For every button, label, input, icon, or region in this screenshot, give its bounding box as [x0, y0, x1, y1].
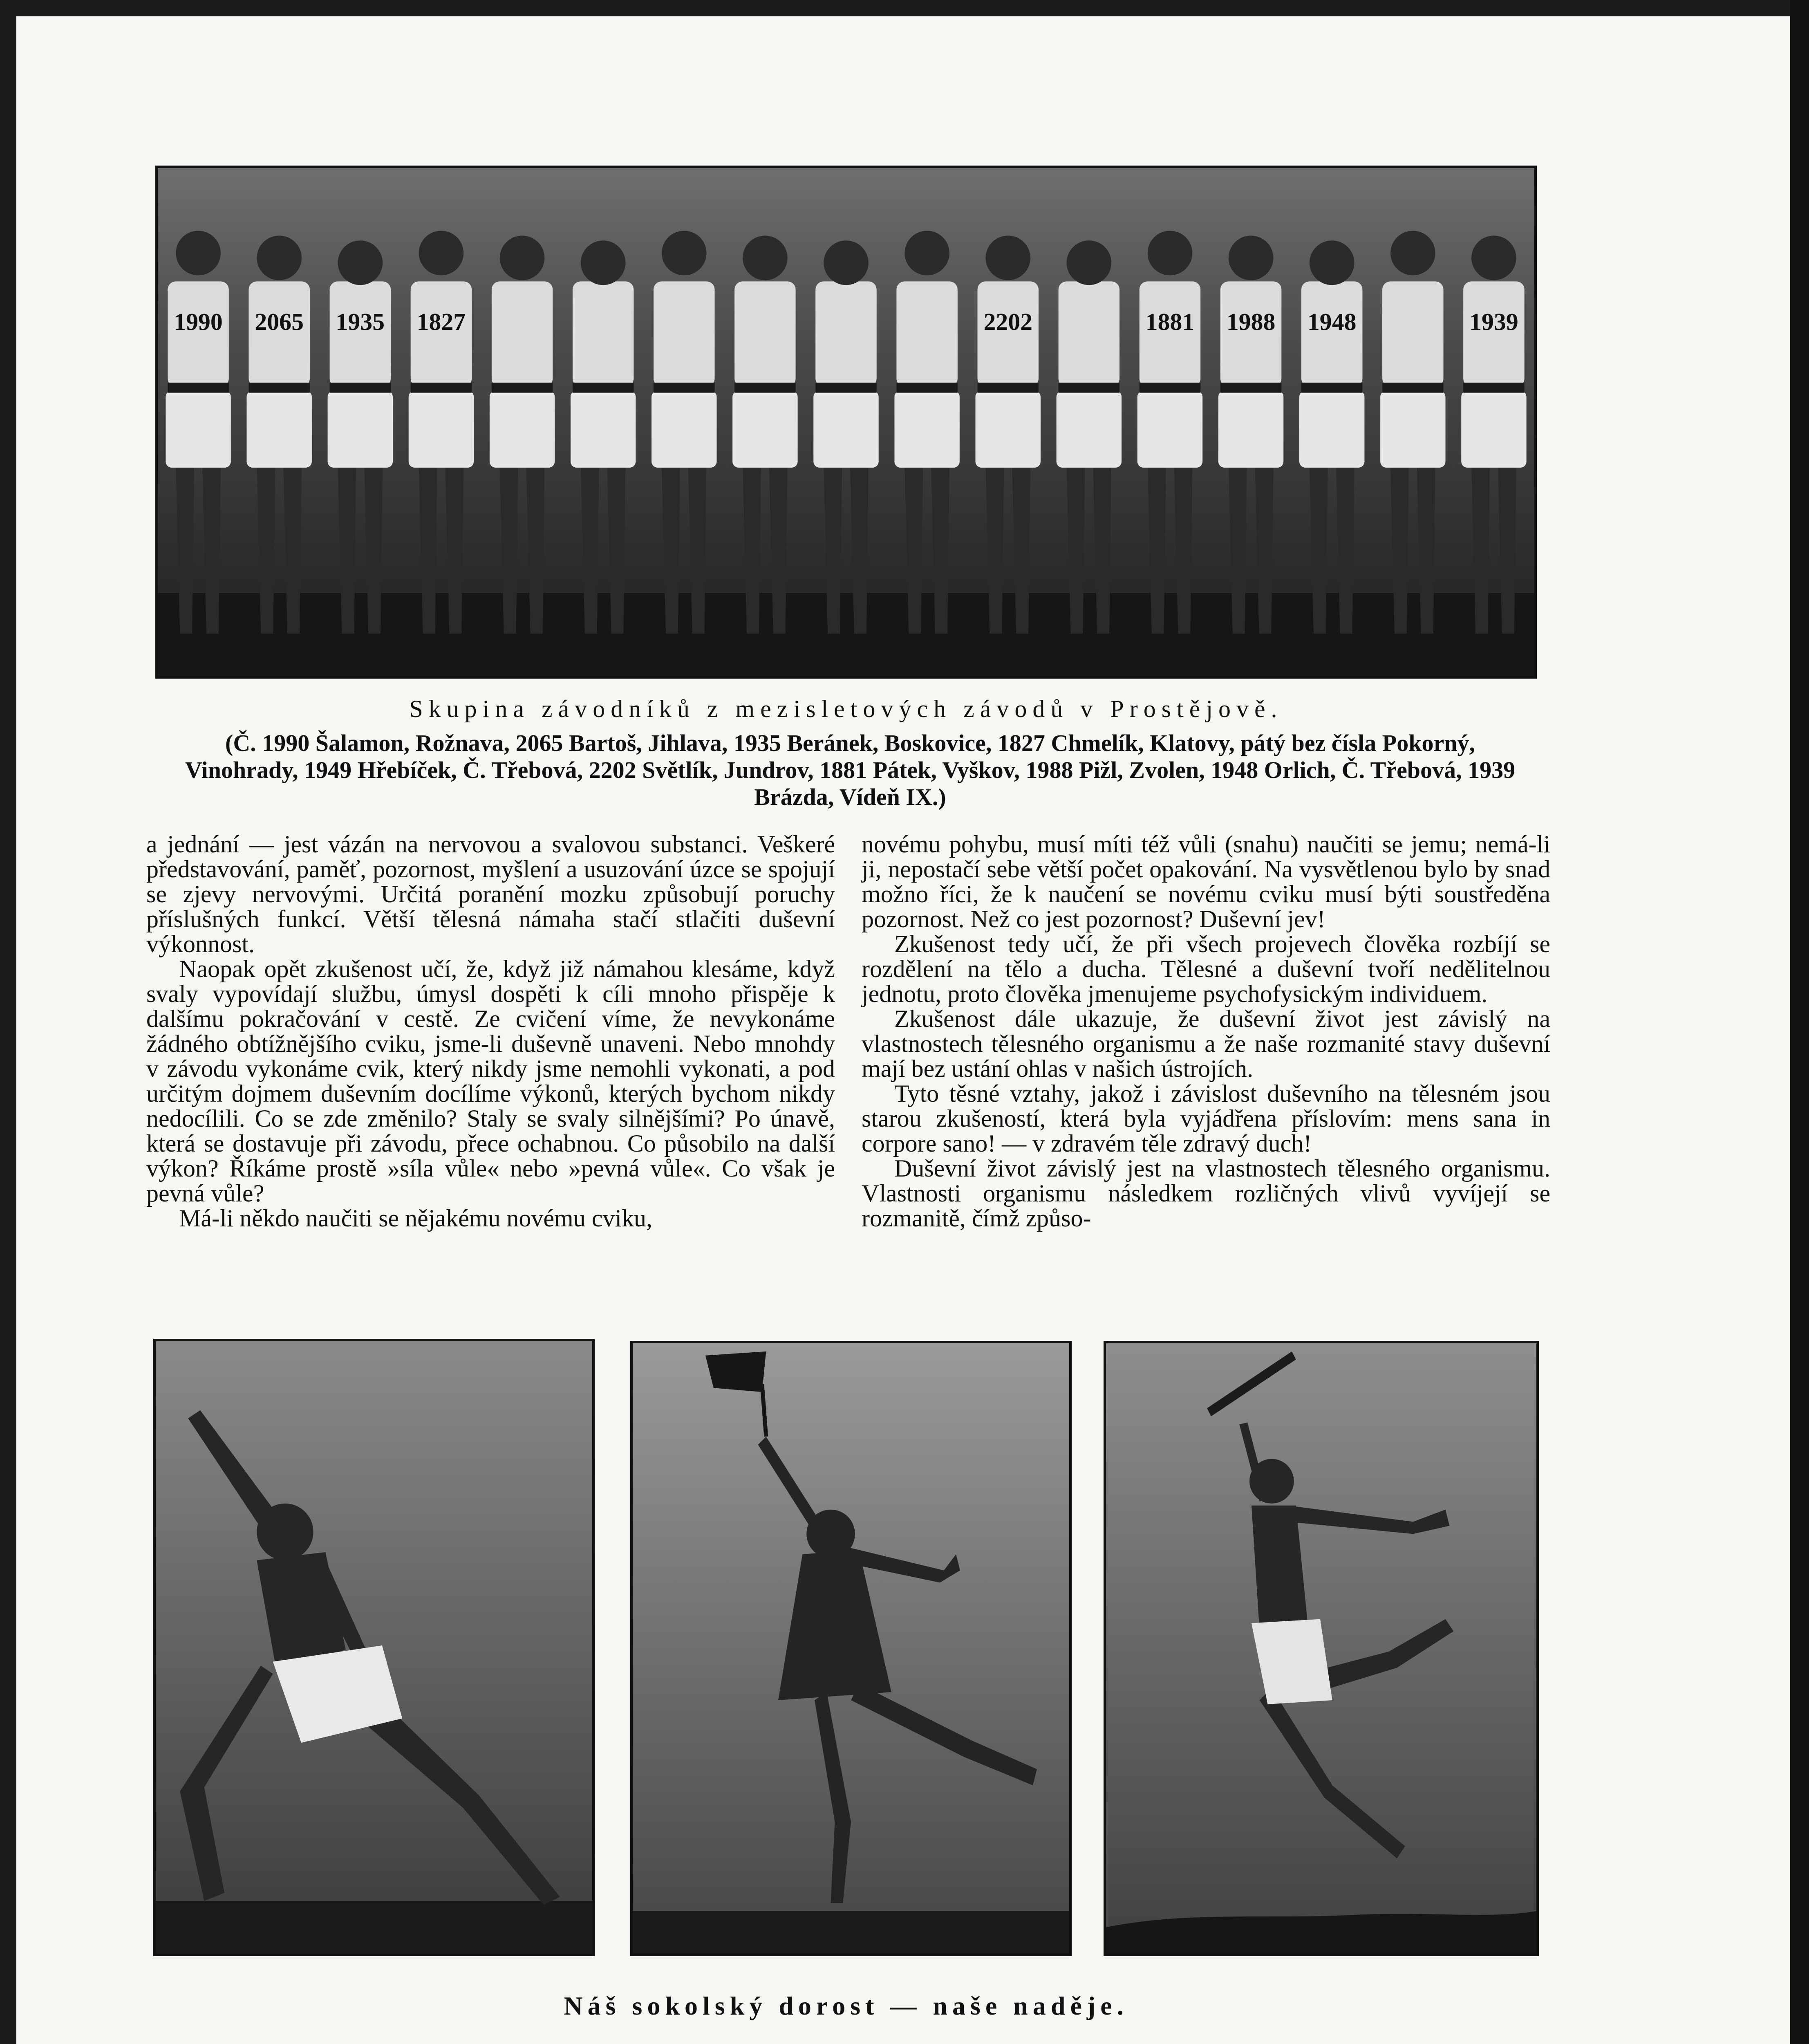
group-photo-caption-title: Skupina závodníků z mezisletových závodů v Prostějově. [409, 695, 1283, 722]
scan-edge-top [0, 0, 1809, 16]
jersey-number: 2065 [255, 308, 304, 336]
paragraph: Zkušenost tedy učí, že při všech projevech člověka rozbíjí se rozdělení na tělo a ducha. Tělesné a duševní tvoří nedělitelnou jednotu, proto člověka jmenujeme psychofysickým individuem. [862, 930, 1550, 1007]
jersey-number: 1948 [1307, 308, 1357, 336]
girl-dancing-image [633, 1343, 1069, 1954]
scan-edge-left [0, 0, 16, 2044]
paragraph: Zkušenost dále ukazuje, že duševní život jest závislý na vlastnostech tělesného organismu a že naše rozmanité stavy duševní mají bez ustání ohlas v našich ústrojích. [862, 1005, 1550, 1082]
gymnast-lunge-image [156, 1341, 592, 1954]
article-column-right [862, 832, 1550, 1231]
paragraph: novému pohybu, musí míti též vůli (snahu) naučiti se jemu; nemá-li ji, nepostačí sebe větší počet opakování. Na vysvětlenou bylo by snad možno říci, že k naučení se novému cviku musí býti soustředěna pozornost. Než co jest pozornost? Duševní jev! [862, 831, 1550, 932]
jersey-number: 2202 [983, 308, 1033, 336]
paragraph: Má-li někdo naučiti se nějakému novému cviku, [179, 1205, 653, 1232]
group-photo-image [158, 168, 1534, 676]
article-column-left [146, 832, 835, 1231]
paragraph: Duševní život závislý jest na vlastnostech tělesného organismu. Vlastnosti organismu následkem rozličných vlivů vyvíjejí se rozmanitě, čímž způso- [862, 1155, 1550, 1232]
jersey-number: 1988 [1226, 308, 1276, 336]
jersey-number: 1935 [336, 308, 385, 336]
photo-girl-dancing-with-flag [630, 1341, 1072, 1956]
jersey-number: 1881 [1145, 308, 1195, 336]
bottom-photos-caption: Náš sokolský dorost — naše naděje. [564, 1991, 1128, 2020]
jersey-number: 1939 [1469, 308, 1518, 336]
paragraph: Tyto těsné vztahy, jakož i závislost duševního na tělesném jsou starou zkušeností, která byla vyjádřena příslovím: mens sana in corpore sano! — v zdravém těle zdravý duch! [862, 1080, 1550, 1157]
paragraph: a jednání — jest vázán na nervovou a svalovou substanci. Veškeré představování, paměť, pozornost, myšlení a usuzování úzce se spojují se zjevy nervovými. Určitá poranění mozku způsobují poruchy příslušných funkcí. Větší tělesná námaha stačí stlačiti duševní výkonnost. [146, 831, 835, 957]
photo-boy-leaping-with-flag [1104, 1341, 1539, 1956]
photo-gymnast-lunge [153, 1339, 595, 1956]
scan-edge-right [1790, 0, 1809, 2044]
jersey-number: 1990 [174, 308, 223, 336]
jersey-number: 1827 [416, 308, 466, 336]
paragraph: Naopak opět zkušenost učí, že, když již námahou klesáme, když svaly vypovídají službu, úmysl dospěti k cíli mnoho přispěje k dalšímu pokračování v cestě. Ze cvičení víme, že nevykonáme žádného obtížnějšího cviku, jsme-li duševně unaveni. Nebo mnohdy v závodu vykonáme cvik, který nikdy jsme nemohli vykonati, a pod určitým dojmem duševním docílíme výkonů, kterých bychom nikdy nedocílili. Co se zde změnilo? Staly se svaly silnějšími? Po únavě, která se dostavuje při závodu, přece ochabnou. Co působilo na další výkon? Říkáme prostě »síla vůle« nebo »pevná vůle«. Co však je pevná vůle? [146, 955, 835, 1207]
boy-leaping-image [1106, 1343, 1536, 1954]
group-photo-caption-names: (Č. 1990 Šalamon, Rožnava, 2065 Bartoš, Jihlava, 1935 Beránek, Boskovice, 1827 Chmelík, Klatovy, pátý bez čísla Pokorný, Vinohrady, 1949 Hřebíček, Č. Třebová, 2202 Světlík, Jundrov, 1881 Pátek, Vyškov, 1988 Pižl, Zvolen, 1948 Orlich, Č. Třebová, 1939 Brázda, Vídeň IX.) [185, 730, 1516, 810]
group-photo [155, 166, 1537, 679]
